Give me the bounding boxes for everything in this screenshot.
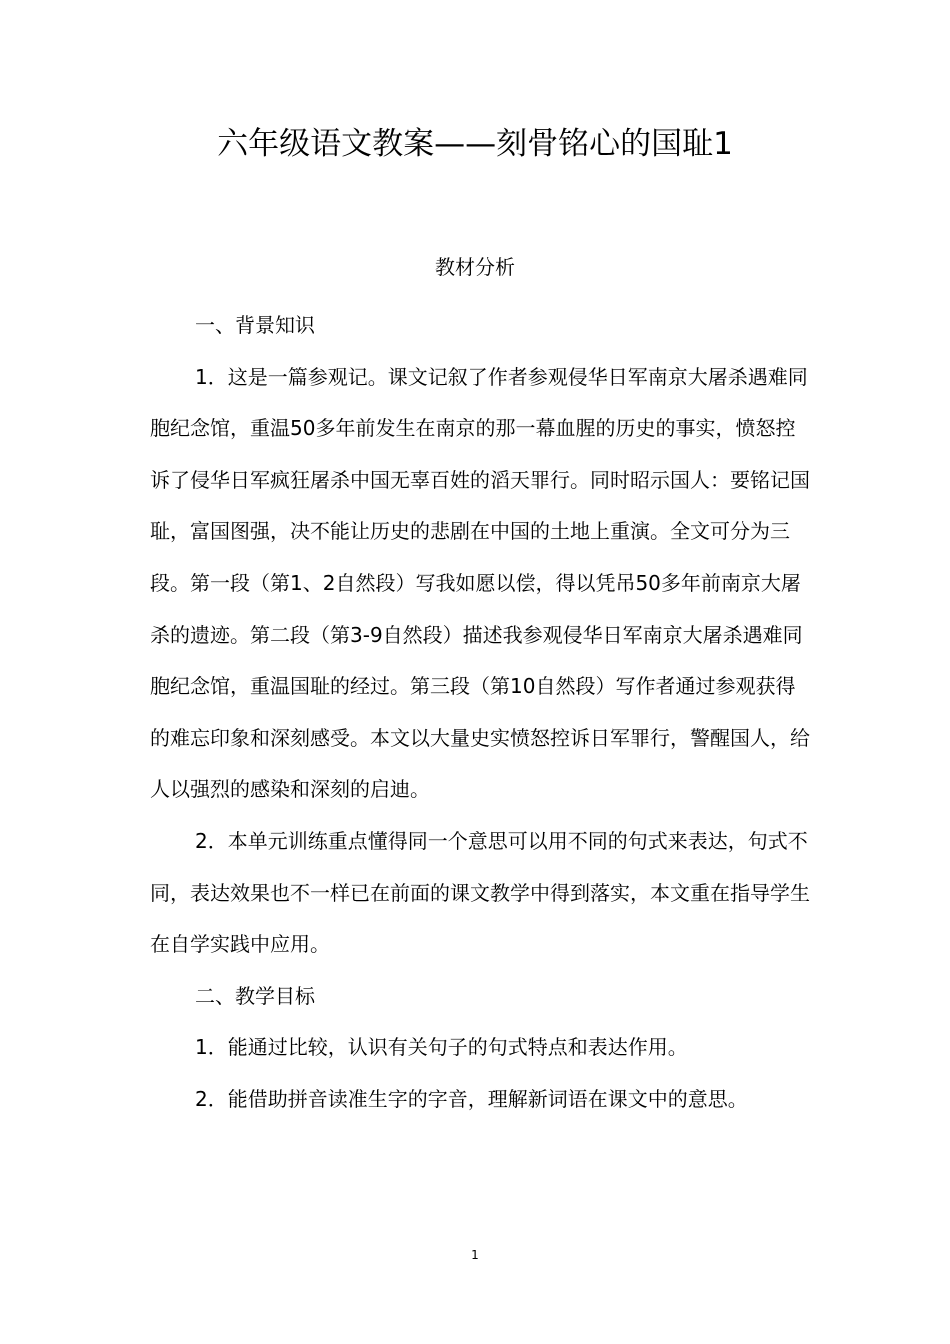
paragraph-background-1: 1．这是一篇参观记。课文记叙了作者参观侵华日军南京大屠杀遇难同胞纪念馆，重温50多年前发生在南京的那一幕血腥的历史的事实，愤怒控诉了侵华日军疯狂屠杀中国无辜百姓的滔天罪行。同时昭示国人：要铭记国耻，富国图强，决不能让历史的悲剧在中国的土地上重演。全文可分为三段。第一段（第1、2自然段）写我如愿以偿，得以凭吊50多年前南京大屠杀的遗迹。第二段（第3-9自然段）描述我参观侵华日军南京大屠杀遇难同胞纪念馆，重温国耻的经过。第三段（第10自然段）写作者通过参观获得的难忘印象和深刻感受。本文以大量史实愤怒控诉日军罪行，警醒国人，给人以强烈的感染和深刻的启迪。 — [150, 364, 810, 802]
heading-teaching-goals: 二、教学目标 — [195, 983, 315, 1008]
page-number: 1 — [471, 1248, 479, 1262]
heading-background-knowledge: 一、背景知识 — [195, 313, 315, 337]
document-title: 六年级语文教案——刻骨铭心的国耻1 — [217, 126, 733, 162]
body-text — [150, 300, 810, 1126]
section-heading: 教材分析 — [435, 255, 515, 279]
paragraph-goal-2: 2．能借助拼音读准生字的字音，理解新词语在课文中的意思。 — [195, 1086, 748, 1111]
paragraph-background-2: 2．本单元训练重点懂得同一个意思可以用不同的句式来表达，句式不同，表达效果也不一样已在前面的课文教学中得到落实，本文重在指导学生在自学实践中应用。 — [150, 828, 810, 957]
paragraph-goal-1: 1．能通过比较，认识有关句子的句式特点和表达作用。 — [195, 1035, 688, 1060]
